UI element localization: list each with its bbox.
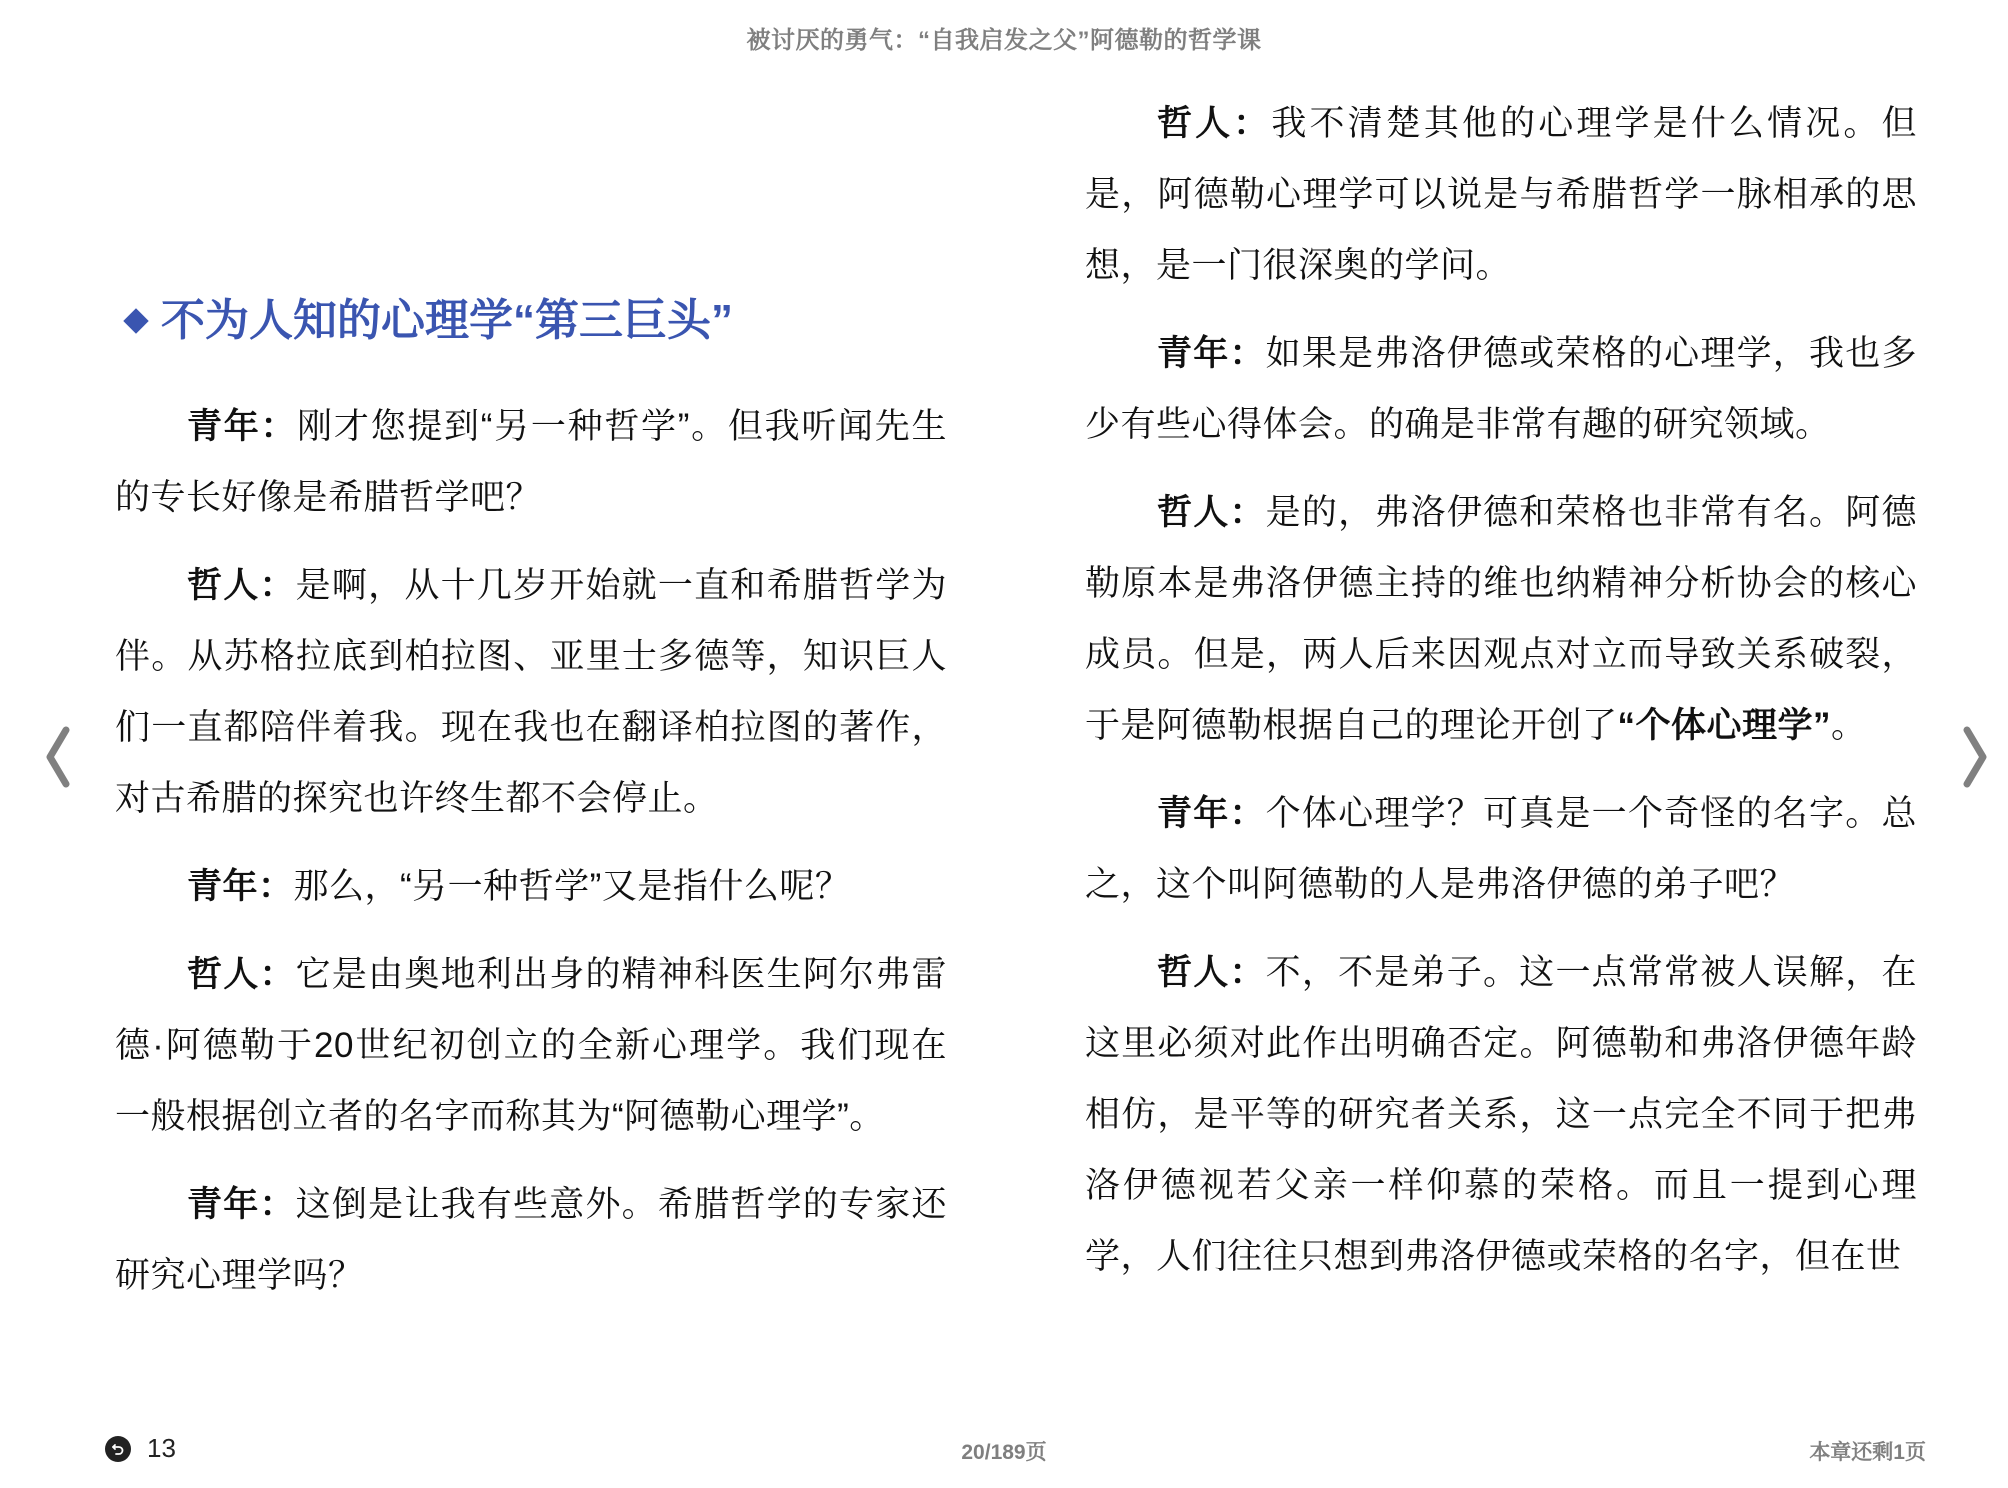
paragraph-text: 是啊，从十几岁开始就一直和希腊哲学为伴。从苏格拉底到柏拉图、亚里士多德等，知识巨人们一直都陪伴着我。现在我也在翻译柏拉图的著作，对古希腊的探究也许终生都不会停止。 xyxy=(115,566,947,818)
dialogue-paragraph xyxy=(1085,318,1917,460)
book-title: 被讨厌的勇气：“自我启发之父”阿德勒的哲学课 xyxy=(746,27,1262,54)
dialogue-paragraph xyxy=(1085,937,1917,1292)
emphasized-term: “个体心理学” xyxy=(1617,706,1832,745)
chevron-right-icon xyxy=(1955,722,1995,792)
left-page xyxy=(115,285,947,1328)
speaker-label: 青年： xyxy=(187,407,298,446)
dialogue-paragraph xyxy=(1085,778,1917,920)
speaker-label: 青年： xyxy=(187,867,294,906)
previous-page-button[interactable] xyxy=(38,722,78,792)
dialogue-paragraph xyxy=(115,851,947,922)
paragraph-tail: 。 xyxy=(1831,706,1867,745)
dialogue-paragraph xyxy=(115,939,947,1152)
next-page-button[interactable] xyxy=(1955,722,1995,792)
speaker-label: 哲人： xyxy=(187,566,296,605)
paragraph-text: 它是由奥地利出身的精神科医生阿尔弗雷德·阿德勒于20世纪初创立的全新心理学。我们现在一般根据创立者的名字而称其为“阿德勒心理学”。 xyxy=(115,955,947,1136)
chapter-remaining: 本章还剩1页 xyxy=(1809,1441,1926,1464)
paragraph-text: 是的，弗洛伊德和荣格也非常有名。阿德勒原本是弗洛伊德主持的维也纳精神分析协会的核心成员。但是，两人后来因观点对立而导致关系破裂，于是阿德勒根据自己的理论开创了 xyxy=(1085,493,1917,745)
speaker-label: 青年： xyxy=(187,1185,296,1224)
paragraph-text: 这倒是让我有些意外。希腊哲学的专家还研究心理学吗？ xyxy=(115,1185,947,1295)
dialogue-paragraph xyxy=(115,550,947,834)
speaker-label: 哲人： xyxy=(187,955,296,994)
dialogue-paragraph xyxy=(115,1169,947,1311)
right-page xyxy=(1085,88,1917,1309)
page-indicator: 20/189页 xyxy=(961,1441,1047,1464)
paragraph-text: 刚才您提到“另一种哲学”。但我听闻先生的专长好像是希腊哲学吧？ xyxy=(115,407,947,517)
speaker-label: 青年： xyxy=(1157,334,1266,373)
back-count: 13 xyxy=(147,1433,176,1463)
paragraph-text: 那么，“另一种哲学”又是指什么呢？ xyxy=(293,867,851,906)
speaker-label: 哲人： xyxy=(1157,953,1266,992)
dialogue-paragraph xyxy=(115,391,947,533)
section-heading xyxy=(115,285,947,357)
dialogue-paragraph xyxy=(1085,477,1917,761)
speaker-label: 哲人： xyxy=(1157,493,1266,532)
paragraph-text: 我不清楚其他的心理学是什么情况。但是，阿德勒心理学可以说是与希腊哲学一脉相承的思想，是一门很深奥的学问。 xyxy=(1085,104,1917,285)
paragraph-text: 如果是弗洛伊德或荣格的心理学，我也多少有些心得体会。的确是非常有趣的研究领域。 xyxy=(1085,334,1917,444)
dialogue-paragraph xyxy=(1085,88,1917,301)
chevron-left-icon xyxy=(38,722,78,792)
speaker-label: 哲人： xyxy=(1157,104,1272,143)
paragraph-text: 不，不是弟子。这一点常常被人误解，在这里必须对此作出明确否定。阿德勒和弗洛伊德年龄相仿，是平等的研究者关系，这一点完全不同于把弗洛伊德视若父亲一样仰慕的荣格。而且一提到心理学，人们往往只想到弗洛伊德或荣格的名字，但在世 xyxy=(1085,953,1917,1276)
speaker-label: 青年： xyxy=(1157,794,1266,833)
diamond-bullet-icon xyxy=(123,308,148,333)
paragraph-text: 个体心理学？可真是一个奇怪的名字。总之，这个叫阿德勒的人是弗洛伊德的弟子吧？ xyxy=(1085,794,1917,904)
section-heading-text: 不为人知的心理学“第三巨头” xyxy=(161,296,733,345)
